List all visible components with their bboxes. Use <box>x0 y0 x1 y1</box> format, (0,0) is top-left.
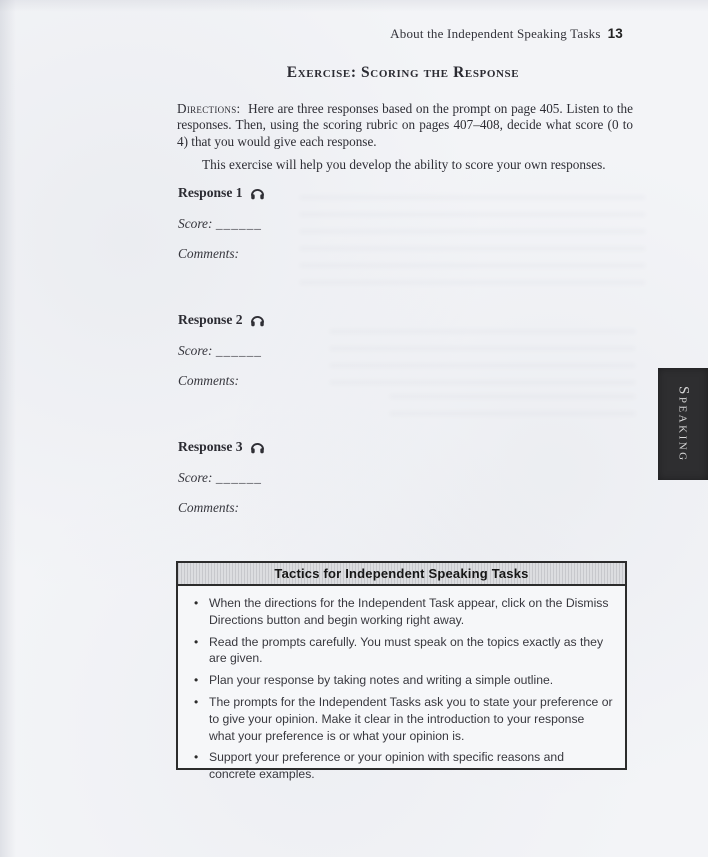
score-line <box>178 470 478 486</box>
tactics-box <box>176 561 627 782</box>
directions-label: Directions: <box>177 101 241 116</box>
comments-label: Comments: <box>178 246 239 261</box>
tactics-bullet: • When the directions for the Independent Task appear, click on the Dismiss Directions button and begin working right away. <box>192 595 613 629</box>
headphones-icon <box>250 313 265 327</box>
tactics-bullet: • The prompts for the Independent Tasks ask you to state your preference or to give your opinion. Make it clear in the introduction to your response what your preference is or what your opinion is. <box>192 694 613 744</box>
running-header <box>390 26 623 42</box>
directions-text: Here are three responses based on the prompt on page 405. Listen to the responses. Then, using the scoring rubric on pages 407–408, decide what score (0 to 4) that you would give each response. <box>177 101 634 149</box>
score-label: Score: <box>178 216 213 231</box>
comments-label: Comments: <box>178 500 239 515</box>
response-label: Response 1 <box>178 185 243 200</box>
score-label: Score: <box>178 470 213 485</box>
headphones-icon <box>250 440 265 454</box>
response-section-3 <box>178 439 478 516</box>
tactics-bullet: • Read the prompts carefully. You must speak on the topics exactly as they are given. <box>192 634 613 668</box>
running-header-text: About the Independent Speaking Tasks <box>390 26 601 41</box>
directions-paragraph <box>177 101 633 150</box>
comments-label: Comments: <box>178 373 239 388</box>
score-blank: ______ <box>215 470 262 485</box>
bleed-through-texture <box>390 395 635 425</box>
score-label: Score: <box>178 343 213 358</box>
tactics-box-title: Tactics for Independent Speaking Tasks <box>274 566 529 581</box>
tactics-bullet: • Support your preference or your opinion with specific reasons and concrete examples. <box>192 749 613 783</box>
score-blank: ______ <box>215 343 262 358</box>
headphones-icon <box>250 186 265 200</box>
response-label: Response 2 <box>178 312 243 327</box>
response-label: Response 3 <box>178 439 243 454</box>
tactics-bullet-list <box>178 586 625 783</box>
section-tab-label: Speaking <box>675 385 692 463</box>
response-heading <box>178 312 478 328</box>
tactics-box-header <box>178 563 625 586</box>
tactics-bullet: • Plan your response by taking notes and writing a simple outline. <box>192 672 613 689</box>
response-section-1 <box>178 185 478 262</box>
response-heading <box>178 439 478 455</box>
response-section-2 <box>178 312 478 389</box>
score-blank: ______ <box>215 216 262 231</box>
score-line <box>178 216 478 232</box>
exercise-title: Exercise: Scoring the Response <box>286 64 520 81</box>
intro-paragraph: This exercise will help you develop the ability to score your own responses. <box>202 157 606 172</box>
page-number: 13 <box>607 26 623 41</box>
score-line <box>178 343 478 359</box>
section-tab-speaking <box>658 368 708 480</box>
response-heading <box>178 185 478 201</box>
